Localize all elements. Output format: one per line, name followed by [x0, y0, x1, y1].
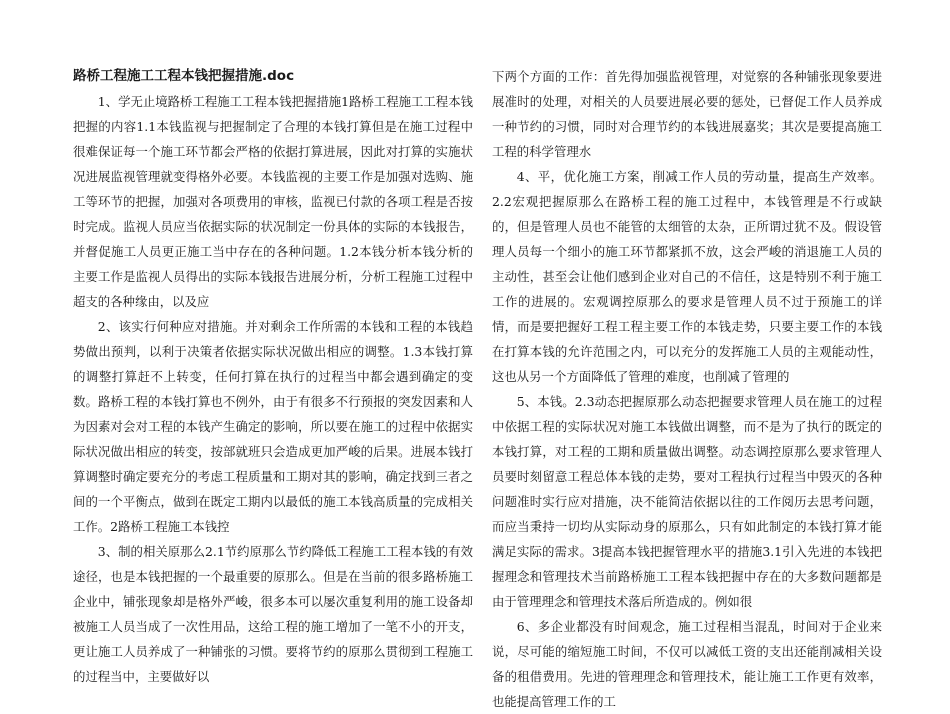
paragraph: 2、该实行何种应对措施。并对剩余工作所需的本钱和工程的本钱趋势做出预判，以利于决策者依据实际状况做出相应的调整。1.3本钱打算的调整打算赶不上转变，任何打算在执行的过程当中都会遇到确定的变数。路桥工程的本钱打算也不例外，由于有很多不行预报的突发因素和人为因素对会对工程的本钱产生确定的影响，所以要在施工的过程中依据实际状况做出相应的转变，按部就班只会造成更加严峻的后果。进展本钱打算调整时确定要充分的考虑工程质量和工期对其的影响，确定找到三者之间的一个平衡点，做到在既定工期内以最低的施工本钱高质量的完成相关工作。2路桥工程施工本钱控: [73, 319, 473, 534]
paragraph: 下两个方面的工作：首先得加强监视管理，对觉察的各种铺张现象要进展准时的处理，对相关的人员要进展必要的惩处，已督促工作人员养成一种节约的习惯，同时对合理节约的本钱进展嘉奖；其次是要提高施工工程的科学管理水: [492, 69, 882, 159]
paragraph: 4、平，优化施工方案，削减工作人员的劳动量，提高生产效率。2.2宏观把握原那么在路桥工程的施工过程中，本钱管理是不行或缺的，但是管理人员也不能管的太细管的太杂，正所谓过犹不及。假设管理人员每一个细小的施工环节都紧抓不放，这会严峻的消退施工人员的主动性，甚至会让他们感到企业对自己的不信任，这是特别不利于施工工作的进展的。宏观调控原那么的要求是管理人员不过于预施工的详情，而是要把握好工程工程主要工作的本钱走势，只要主要工作的本钱在打算本钱的允许范围之内，可以充分的发挥施工人员的主观能动性，这也从另一个方面降低了管理的难度，也削减了管理的: [492, 169, 882, 384]
paragraph: 3、制的相关原那么2.1节约原那么节约降低工程施工工程本钱的有效途径，也是本钱把握的一个最重要的原那么。但是在当前的很多路桥施工企业中，铺张现象却是格外严峻，很多本可以屡次重复利用的施工设备却被施工人员当成了一次性用品，这给工程的施工增加了一笔不小的开支，更让施工人员养成了一种铺张的习惯。要将节约的原那么贯彻到工程施工的过程当中，主要做好以: [73, 544, 473, 684]
document-title: 路桥工程施工工程本钱把握措施.doc: [73, 68, 295, 84]
right-column: [492, 64, 882, 714]
paragraph: 5、本钱。2.3动态把握原那么动态把握要求管理人员在施工的过程中依据工程的实际状况对施工本钱做出调整，而不是为了执行的既定的本钱打算，对工程的工期和质量做出调整。动态调控原那么要求管理人员要时刻留意工程总体本钱的走势，要对工程执行过程当中毁灭的各种问题准时实行应对措施，决不能简洁依据以往的工作阅历去思考问题，而应当秉持一切均从实际动身的原那么，只有如此制定的本钱打算才能满足实际的需求。3提高本钱把握管理水平的措施3.1引入先进的本钱把握理念和管理技术当前路桥施工工程本钱把握中存在的大多数问题都是由于管理理念和管理技术落后所造成的。例如很: [492, 394, 882, 609]
paragraph: 6、多企业都没有时间观念，施工过程相当混乱，时间对于企业来说，尽可能的缩短施工时间，不仅可以减低工资的支出还能削减相关设备的租借费用。先进的管理理念和管理技术，能让施工工作更有效率，也能提高管理工作的工: [492, 619, 882, 709]
left-column: [73, 64, 473, 689]
paragraph: 1、学无止境路桥工程施工工程本钱把握措施1路桥工程施工工程本钱把握的内容1.1本钱监视与把握制定了合理的本钱打算但是在施工过程中很难保证每一个施工环节都会严格的依据打算进展，因此对打算的实施状况进展监视管理就变得格外必要。本钱监视的主要工作是加强对选购、施工等环节的把握，加强对各项费用的审核，监视已付款的各项工程是否按时完成。监视人员应当依据实际的状况制定一份具体的实际的本钱报告，并督促施工人员更正施工当中存在的各种问题。1.2本钱分析本钱分析的主要工作是监视人员得出的实际本钱报告进展分析，分析工程施工过程中超支的各种缘由，以及应: [73, 94, 473, 309]
